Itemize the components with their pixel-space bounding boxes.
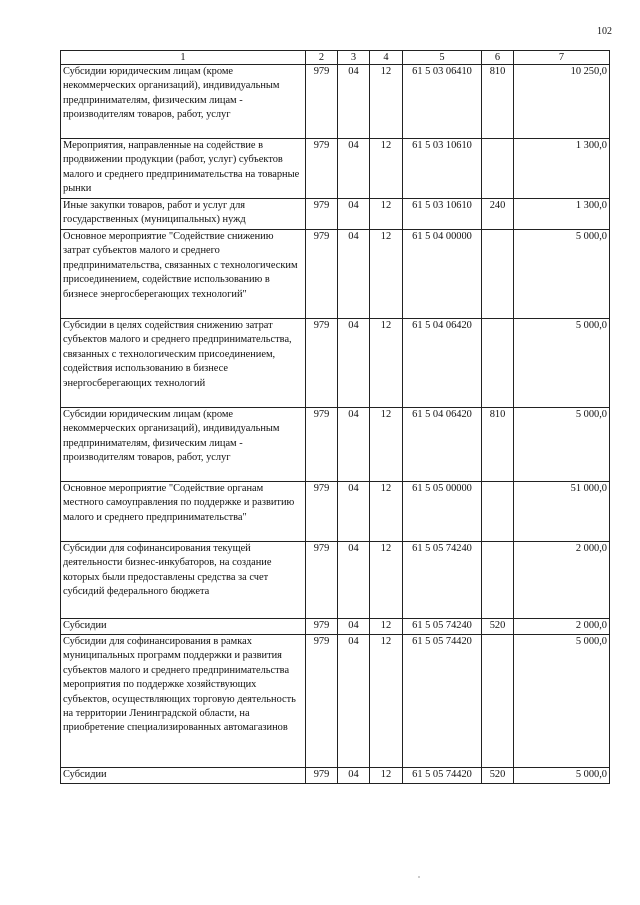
table-row	[61, 199, 610, 230]
item-name-cell: Субсидии в целях содействия снижению затрат субъектов малого и среднего предпринимательства, связанных с технологическим присоединением, содействия использованию в бизнесе энергосберегающих технологий	[61, 319, 306, 408]
ministry-code-cell: 979	[306, 319, 338, 408]
target-article-cell: 61 5 05 74240	[403, 542, 482, 619]
item-name-cell: Субсидии юридическим лицам (кроме некоммерческих организаций), индивидуальным предпринимателям, физическим лицам - производителям товаров, работ, услуг	[61, 408, 306, 482]
column-header-4: 4	[370, 51, 403, 65]
item-name-cell: Субсидии юридическим лицам (кроме некоммерческих организаций), индивидуальным предпринимателям, физическим лицам - производителям товаров, работ, услуг	[61, 65, 306, 139]
table-body	[61, 65, 610, 784]
item-name-cell: Субсидии для софинансирования текущей деятельности бизнес-инкубаторов, на создание которых были предоставлены средства за счет субсидий федерального бюджета	[61, 542, 306, 619]
target-article-cell: 61 5 04 06420	[403, 319, 482, 408]
table-row	[61, 230, 610, 319]
page-number: 102	[597, 26, 612, 37]
table-row	[61, 408, 610, 482]
expense-type-cell: 240	[482, 199, 514, 230]
ministry-code-cell: 979	[306, 542, 338, 619]
ministry-code-cell: 979	[306, 408, 338, 482]
expense-type-cell: 810	[482, 65, 514, 139]
ministry-code-cell: 979	[306, 619, 338, 635]
column-header-2: 2	[306, 51, 338, 65]
subsection-cell: 12	[370, 65, 403, 139]
amount-cell: 10 250,0	[514, 65, 610, 139]
target-article-cell: 61 5 05 74240	[403, 619, 482, 635]
target-article-cell: 61 5 03 06410	[403, 65, 482, 139]
subsection-cell: 12	[370, 635, 403, 768]
table-header-row	[61, 51, 610, 65]
item-name-cell: Субсидии для софинансирования в рамках муниципальных программ поддержки и развития субъектов малого и среднего предпринимательства мероприятия по поддержке хозяйствующих субъектов, осуществляющих торговую деятельность на территории Ленинградской области, на приобретение специализированных автомагазинов	[61, 635, 306, 768]
section-cell: 04	[338, 319, 370, 408]
table-row	[61, 139, 610, 199]
expense-type-cell: 520	[482, 619, 514, 635]
item-name-cell: Субсидии	[61, 619, 306, 635]
table-row	[61, 768, 610, 784]
scan-speck	[418, 876, 420, 878]
amount-cell: 5 000,0	[514, 408, 610, 482]
table-row	[61, 65, 610, 139]
table-row	[61, 482, 610, 542]
ministry-code-cell: 979	[306, 230, 338, 319]
expense-type-cell: 810	[482, 408, 514, 482]
expense-type-cell	[482, 482, 514, 542]
amount-cell: 51 000,0	[514, 482, 610, 542]
target-article-cell: 61 5 04 00000	[403, 230, 482, 319]
section-cell: 04	[338, 619, 370, 635]
section-cell: 04	[338, 768, 370, 784]
table-row	[61, 619, 610, 635]
section-cell: 04	[338, 230, 370, 319]
item-name-cell: Основное мероприятие "Содействие органам местного самоуправления по поддержке и развитию малого и среднего предпринимательства"	[61, 482, 306, 542]
subsection-cell: 12	[370, 619, 403, 635]
table-row	[61, 635, 610, 768]
expense-type-cell	[482, 635, 514, 768]
amount-cell: 2 000,0	[514, 542, 610, 619]
table-row	[61, 319, 610, 408]
subsection-cell: 12	[370, 542, 403, 619]
expense-type-cell	[482, 139, 514, 199]
amount-cell: 1 300,0	[514, 139, 610, 199]
subsection-cell: 12	[370, 139, 403, 199]
expense-type-cell	[482, 230, 514, 319]
item-name-cell: Мероприятия, направленные на содействие в продвижении продукции (работ, услуг) субъектов малого и среднего предпринимательства на товарные рынки	[61, 139, 306, 199]
subsection-cell: 12	[370, 768, 403, 784]
target-article-cell: 61 5 04 06420	[403, 408, 482, 482]
expense-type-cell	[482, 542, 514, 619]
section-cell: 04	[338, 139, 370, 199]
section-cell: 04	[338, 635, 370, 768]
target-article-cell: 61 5 05 74420	[403, 635, 482, 768]
subsection-cell: 12	[370, 230, 403, 319]
amount-cell: 5 000,0	[514, 635, 610, 768]
budget-table	[60, 50, 610, 784]
target-article-cell: 61 5 03 10610	[403, 139, 482, 199]
section-cell: 04	[338, 199, 370, 230]
amount-cell: 5 000,0	[514, 319, 610, 408]
subsection-cell: 12	[370, 408, 403, 482]
amount-cell: 5 000,0	[514, 768, 610, 784]
item-name-cell: Субсидии	[61, 768, 306, 784]
column-header-6: 6	[482, 51, 514, 65]
target-article-cell: 61 5 03 10610	[403, 199, 482, 230]
ministry-code-cell: 979	[306, 65, 338, 139]
target-article-cell: 61 5 05 00000	[403, 482, 482, 542]
ministry-code-cell: 979	[306, 139, 338, 199]
subsection-cell: 12	[370, 199, 403, 230]
amount-cell: 1 300,0	[514, 199, 610, 230]
amount-cell: 2 000,0	[514, 619, 610, 635]
section-cell: 04	[338, 408, 370, 482]
amount-cell: 5 000,0	[514, 230, 610, 319]
expense-type-cell: 520	[482, 768, 514, 784]
subsection-cell: 12	[370, 319, 403, 408]
column-header-7: 7	[514, 51, 610, 65]
column-header-3: 3	[338, 51, 370, 65]
ministry-code-cell: 979	[306, 768, 338, 784]
expense-type-cell	[482, 319, 514, 408]
section-cell: 04	[338, 65, 370, 139]
item-name-cell: Основное мероприятие "Содействие снижению затрат субъектов малого и среднего предпринимательства, связанных с технологическим присоединением, содействие использованию в бизнесе энергосберегающих технологий"	[61, 230, 306, 319]
target-article-cell: 61 5 05 74420	[403, 768, 482, 784]
column-header-1: 1	[61, 51, 306, 65]
ministry-code-cell: 979	[306, 635, 338, 768]
section-cell: 04	[338, 482, 370, 542]
ministry-code-cell: 979	[306, 482, 338, 542]
section-cell: 04	[338, 542, 370, 619]
subsection-cell: 12	[370, 482, 403, 542]
column-header-5: 5	[403, 51, 482, 65]
ministry-code-cell: 979	[306, 199, 338, 230]
table-row	[61, 542, 610, 619]
item-name-cell: Иные закупки товаров, работ и услуг для государственных (муниципальных) нужд	[61, 199, 306, 230]
